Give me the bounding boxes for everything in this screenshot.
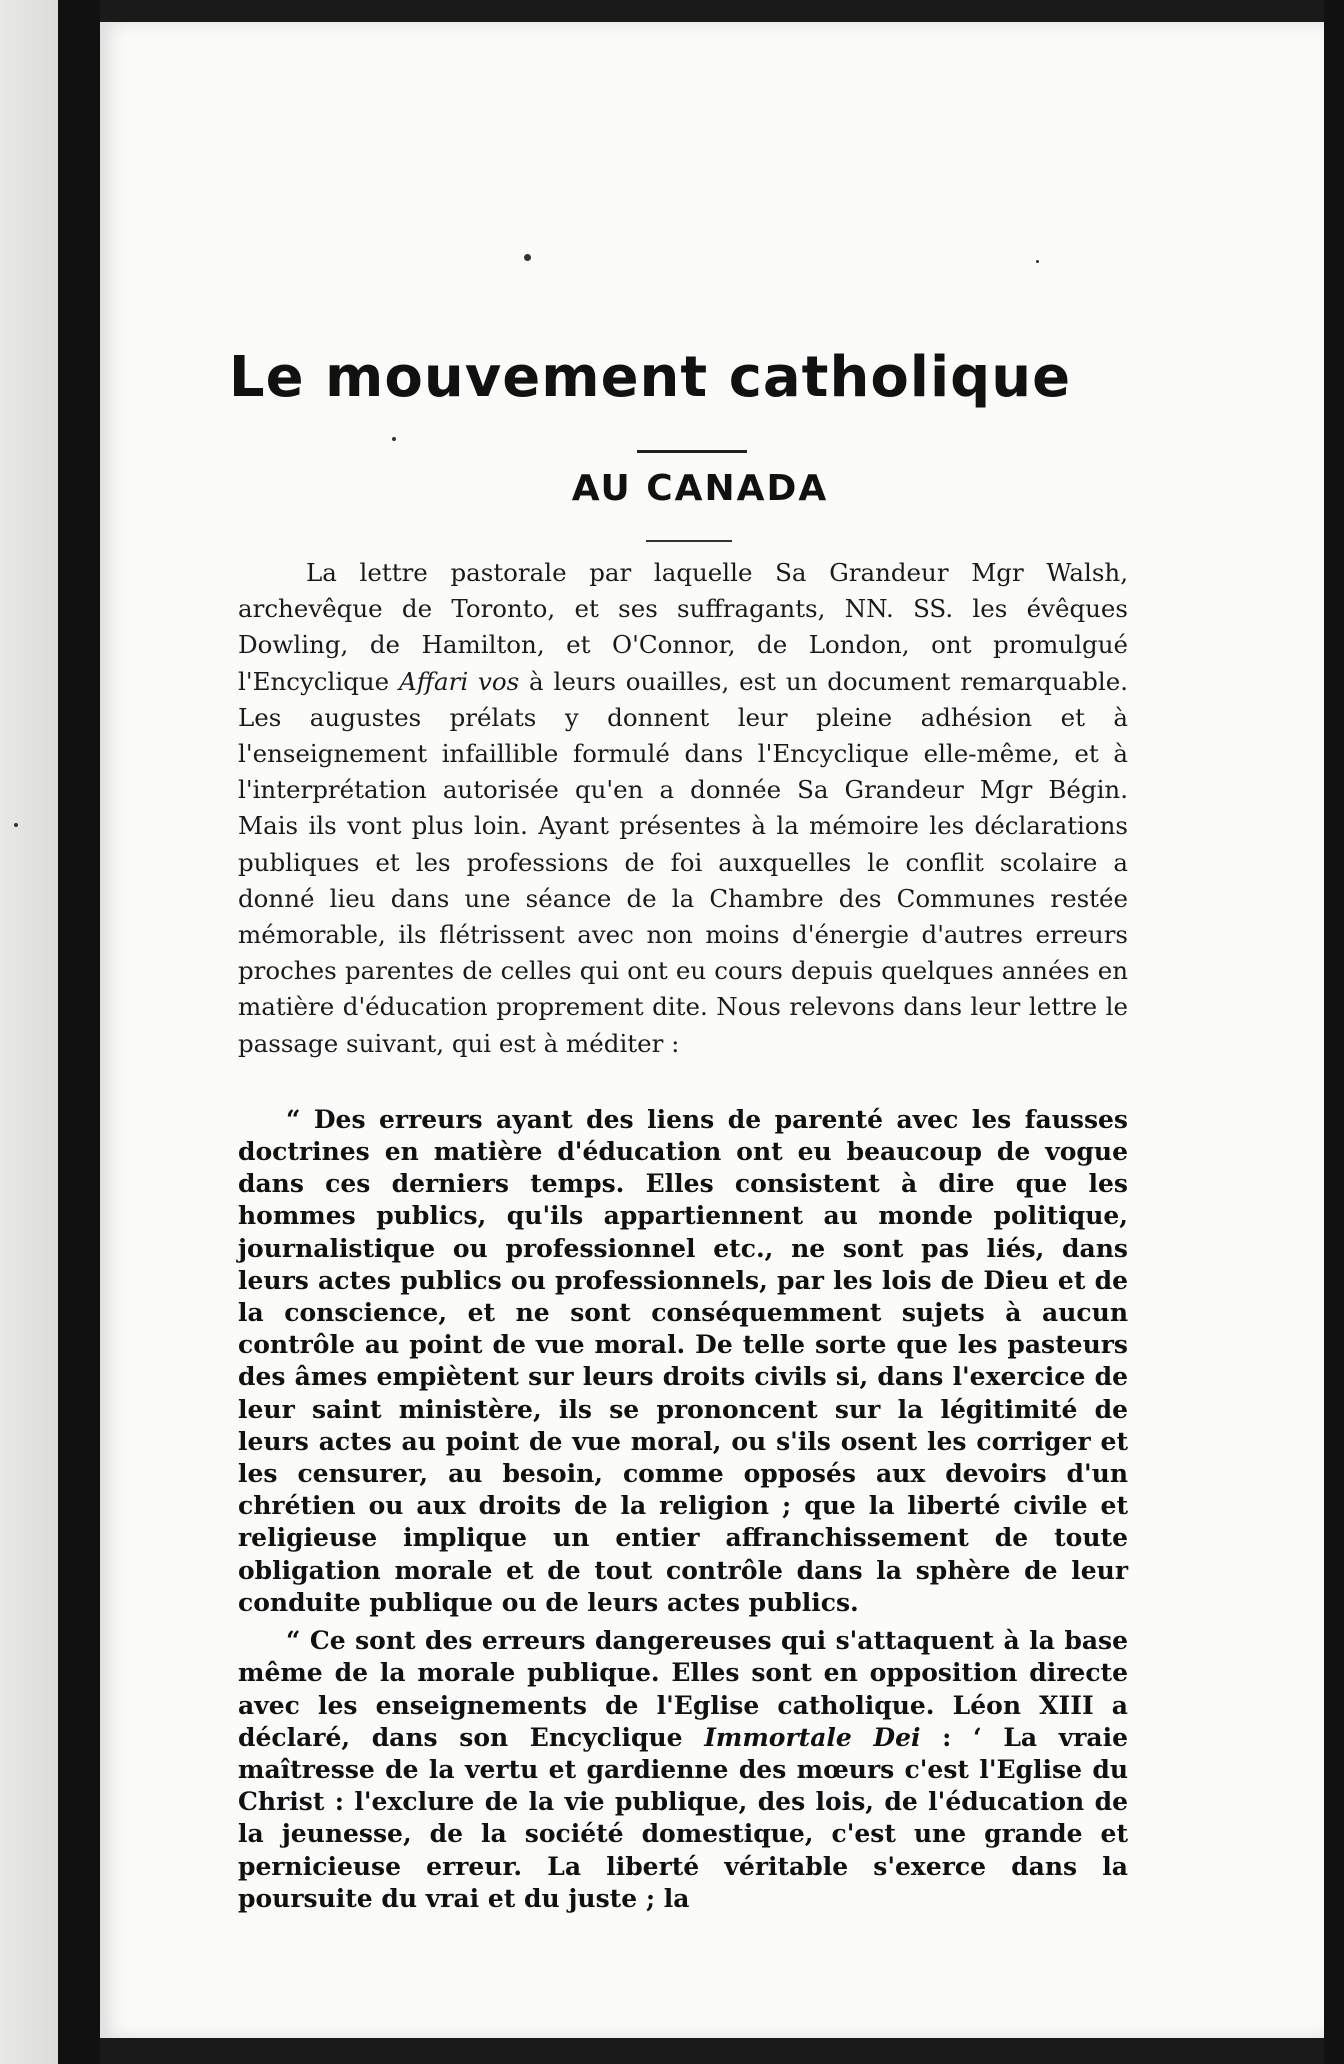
quote-paragraph-1: “ Des erreurs ayant des liens de parenté avec les fausses doctrines en matière d'éducation ont eu beaucoup de vogue dans ces derniers temps. Elles consistent à dire que les hommes publics, qu'ils appartiennent au monde politique, journalistique ou professionnel etc., ne sont pas liés, dans leurs actes publics ou professionnels, par les lois de Dieu et de la conscience, et ne sont conséquemment sujets à aucun contrôle au point de vue moral. De telle sorte que les pasteurs des âmes empiètent sur leurs droits civils si, dans l'exercice de leur saint ministère, ils se prononcent sur la légitimité de leurs actes au point de vue moral, ou s'ils osent les corriger et les censurer, au besoin, comme opposés aux devoirs d'un chrétien ou aux droits de la religion ; que la liberté civile et religieuse implique un entier affranchissement de toute obligation morale et de tout contrôle dans la sphère de leur conduite publique ou de leurs actes publics. (238, 1104, 1128, 1617)
quoted-passage (238, 1104, 1128, 1915)
intro-paragraph (238, 555, 1128, 1062)
previous-page-edge (0, 0, 58, 2064)
encyclical-title-affari-vos: Affari vos (399, 666, 520, 696)
subtitle-divider (646, 540, 732, 542)
ink-speck (524, 254, 531, 261)
article-title: Le mouvement catholique (228, 345, 1072, 410)
intro-text-start: La lettre pastorale par laquelle Sa Grandeur Mgr Walsh, archevêque de Toronto, et ses suffragants, NN. SS. les évêques Dowling, de Hamilton, et O'Connor, de London, ont promulgué l'Encyclique (238, 558, 1128, 696)
intro-text-end: à leurs ouailles, est un document remarquable. Les augustes prélats y donnent leur pleine adhésion et à l'enseignement infaillible formulé dans l'Encyclique elle-même, et à l'interprétation autorisée qu'en a donnée Sa Grandeur Mgr Bégin. Mais ils vont plus loin. Ayant présentes à la mémoire les déclarations publiques et les professions de foi auxquelles le conflit scolaire a donné lieu dans une séance de la Chambre des Communes restée mémorable, ils flétrissent avec non moins d'énergie d'autres erreurs proches parentes de celles qui ont eu cours depuis quelques années en matière d'éducation proprement dite. Nous relevons dans leur lettre le passage suivant, qui est à méditer : (238, 666, 1128, 1058)
ink-speck (14, 823, 18, 827)
scan-border-right (1324, 0, 1344, 2064)
title-divider (637, 450, 747, 453)
scan-border-top (100, 0, 1324, 22)
ink-speck (1036, 260, 1039, 263)
article-subtitle: AU CANADA (571, 468, 829, 509)
article-body (238, 555, 1128, 1915)
quote-paragraph-2 (238, 1625, 1128, 1915)
ink-speck (392, 437, 396, 441)
quote2-text-start: “ Ce sont des erreurs dangereuses qui s'attaquent à la base même de la morale publique. Elles sont en opposition directe avec les enseignements de l'Eglise catholique. Léon XIII a déclaré, dans son Encyclique (238, 1626, 1128, 1752)
book-gutter (58, 0, 100, 2064)
quote2-text-end: : ‘ La vraie maîtresse de la vertu et gardienne des mœurs c'est l'Eglise du Christ : l'exclure de la vie publique, des lois, de l'éducation de la jeunesse, de la société domestique, c'est une grande et pernicieuse erreur. La liberté véritable s'exerce dans la poursuite du vrai et du juste ; la (238, 1722, 1129, 1913)
scan-border-bottom (100, 2038, 1324, 2064)
encyclical-title-immortale-dei: Immortale Dei (704, 1722, 921, 1752)
intro-section (238, 555, 1128, 1062)
